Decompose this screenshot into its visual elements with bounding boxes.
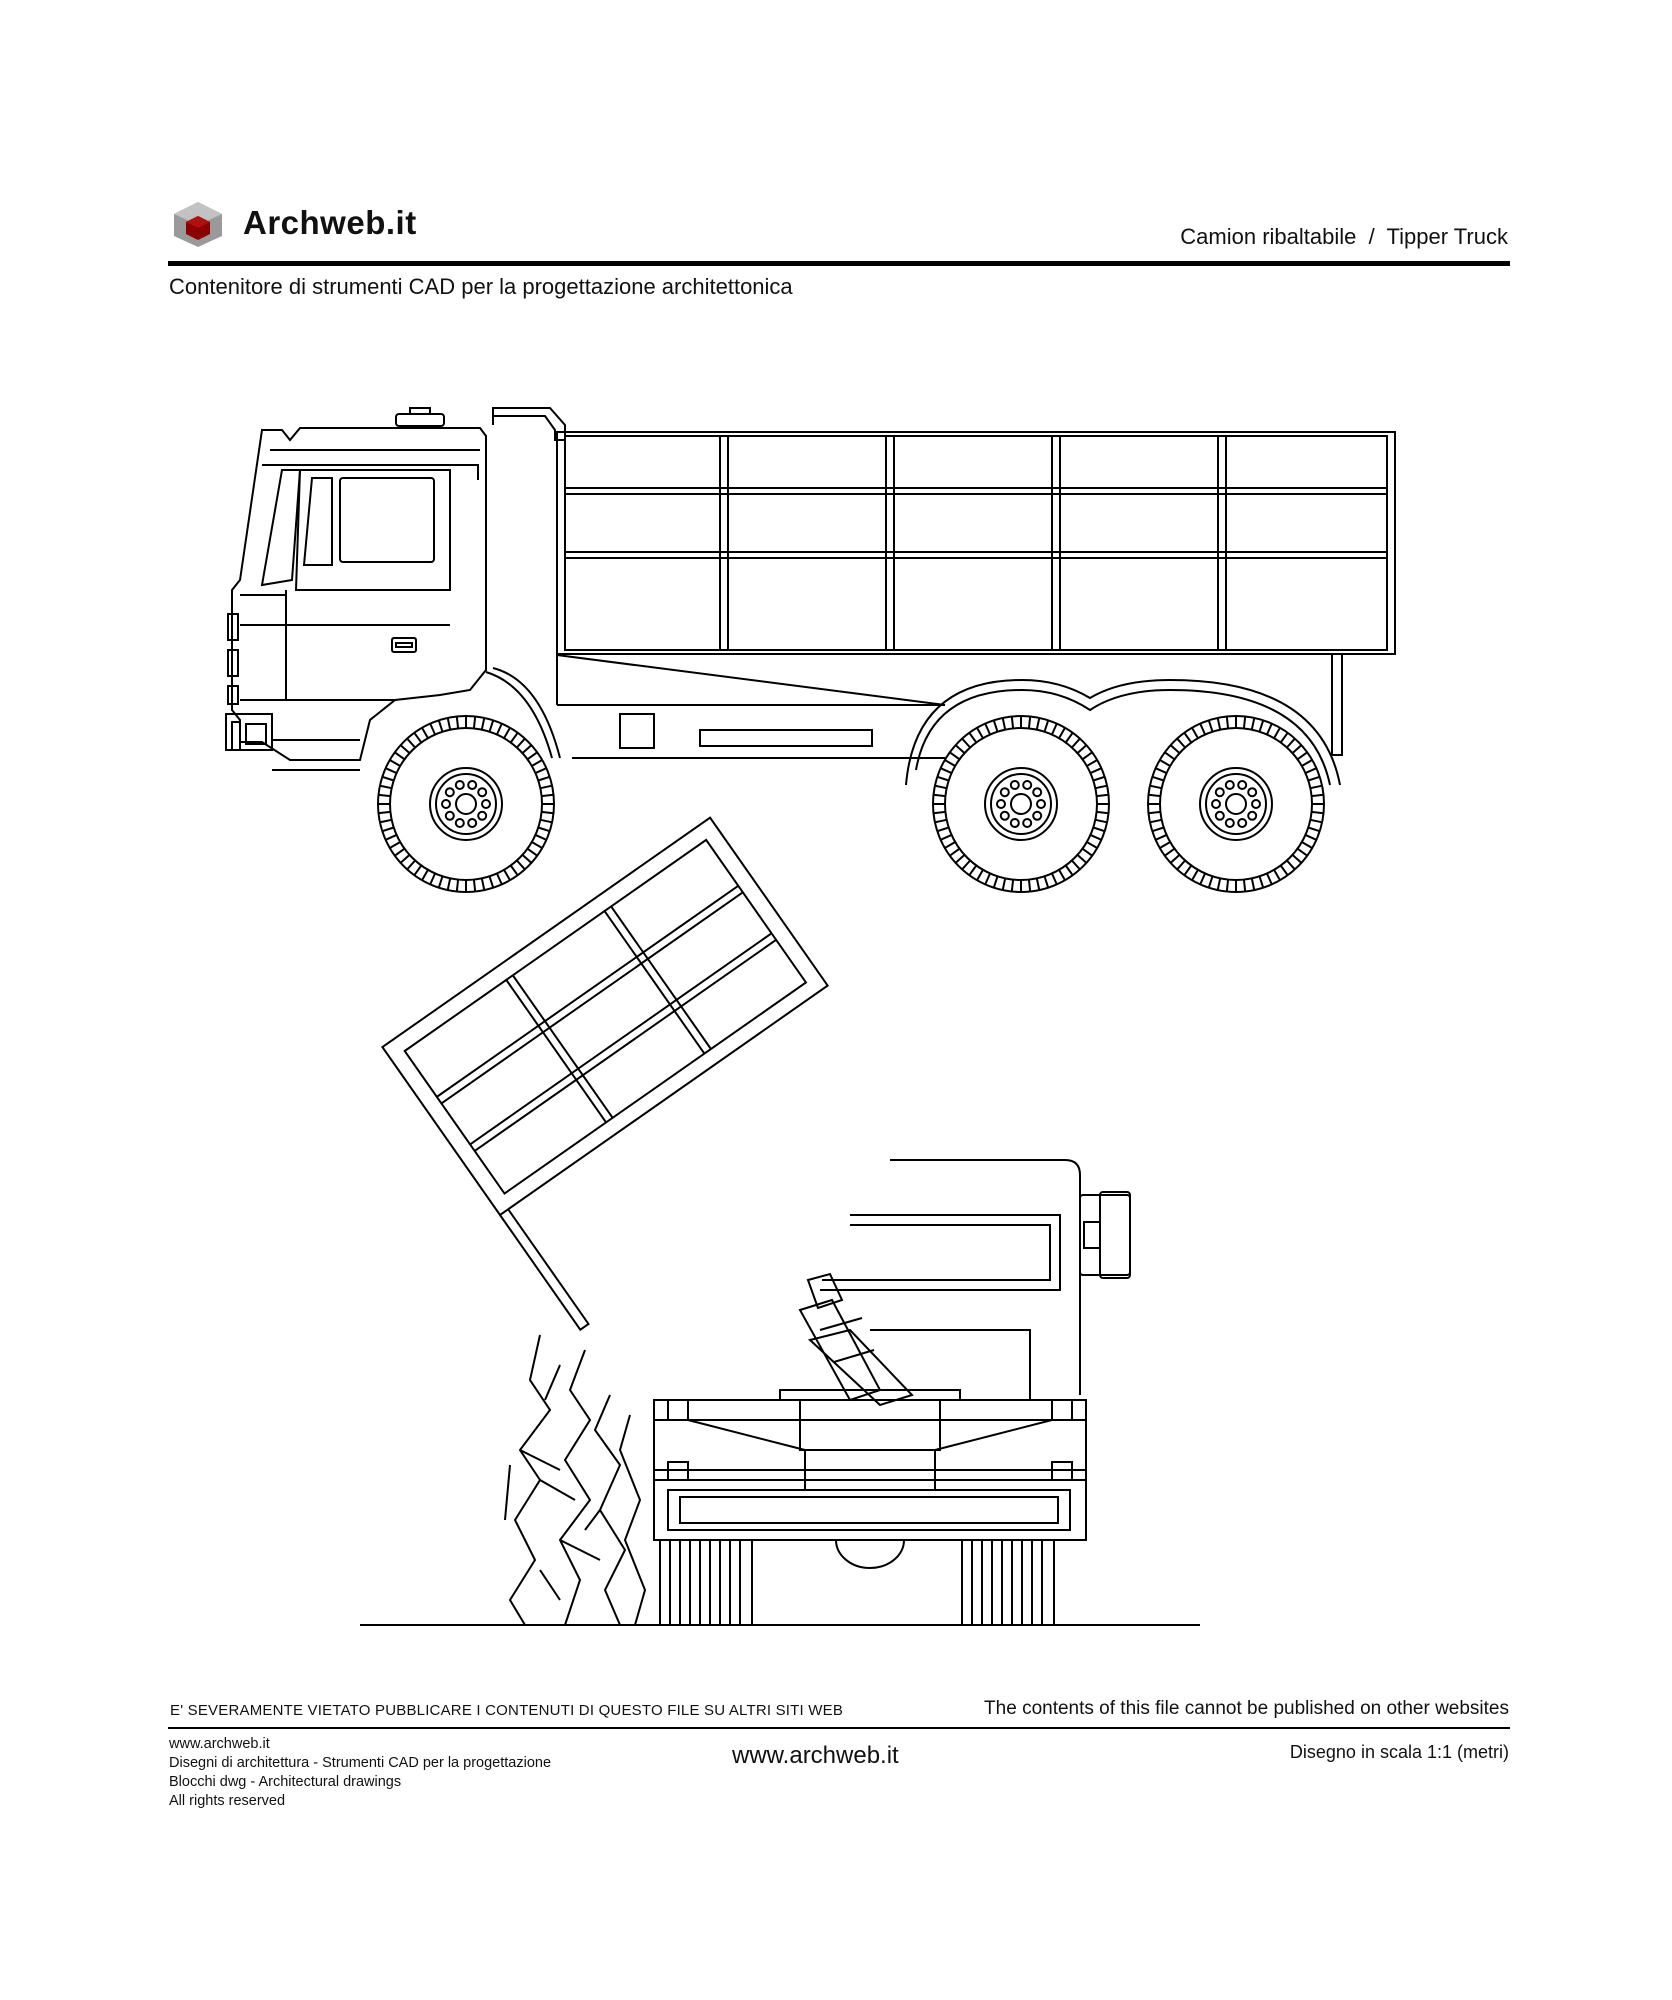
dump-body-side — [557, 432, 1395, 654]
spilling-material — [505, 1335, 645, 1625]
footer-url: www.archweb.it — [732, 1742, 899, 1769]
brand-name: Archweb.it — [243, 204, 417, 241]
hydraulic-ram — [800, 1274, 912, 1405]
rear-tyres-left — [660, 1540, 752, 1625]
footer-line: Disegni di architettura - Strumenti CAD per la progettazione — [169, 1755, 552, 1771]
dump-body-tipped — [382, 818, 908, 1330]
footer-line: Blocchi dwg - Architectural drawings — [169, 1774, 402, 1790]
footer-divider — [168, 1727, 1510, 1729]
rear-frame — [654, 1390, 1086, 1625]
subtitle: Contenitore di strumenti CAD per la progettazione architettonica — [169, 274, 793, 299]
footer-line: All rights reserved — [169, 1793, 286, 1809]
rear-tyres-right — [962, 1540, 1054, 1625]
wheel — [1148, 716, 1324, 892]
sheet-title: Camion ribaltabile / Tipper Truck — [1180, 224, 1508, 249]
footer-line: www.archweb.it — [169, 1736, 270, 1752]
scale-note: Disegno in scala 1:1 (metri) — [1289, 1742, 1509, 1762]
truck-side-view — [226, 408, 1395, 892]
copyright-warning-italian: E' SEVERAMENTE VIETATO PUBBLICARE I CONTENUTI DI QUESTO FILE SU ALTRI SITI WEB — [170, 1702, 844, 1719]
truck-rear-view — [360, 818, 1200, 1625]
wheel — [933, 716, 1109, 892]
truck-wheels — [378, 716, 1324, 892]
copyright-warning-english: The contents of this file cannot be published on other websites — [984, 1698, 1509, 1719]
truck-cab — [226, 408, 486, 770]
wheel — [378, 716, 554, 892]
footer-info-block — [169, 1735, 551, 1811]
